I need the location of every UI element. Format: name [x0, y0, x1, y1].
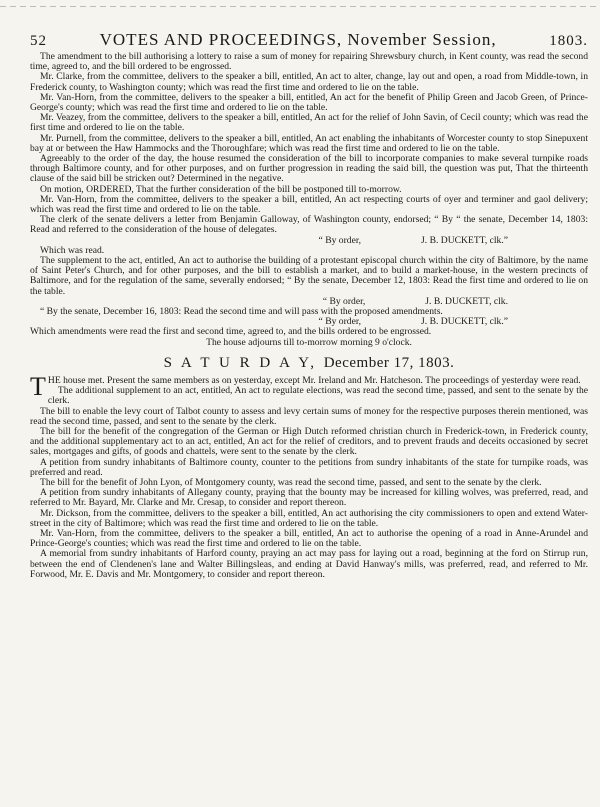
page-header: [30, 30, 588, 51]
paragraph: Mr. Van-Horn, from the committee, delivers to the speaker a bill, entitled, An act to authorise the opening of a road in Anne-Arundel and Prince-George's counties; which was read the first time and ordered to lie on the table.: [30, 527, 588, 550]
paragraph: Mr. Purnell, from the committee, delivers to the speaker a bill, entitled, An act enabling the inhabitants of Worcester county to stop Sinepuxent bay at or between the Haw Hammocks and the Thoroughfare; which was read the first time and ordered to lie on the table.: [30, 132, 588, 154]
signature-name: J. B. DUCKETT, clk.”: [421, 316, 508, 328]
paragraph: The bill to enable the levy court of Talbot county to assess and levy certain sums of money for the respective purposes therein mentioned, was read the second time, passed, and sent to the senate by the clerk.: [30, 405, 588, 427]
day-heading: [30, 354, 588, 372]
signature-block: [30, 236, 588, 246]
drop-cap: T: [30, 371, 46, 401]
signature-by-order: “ By order,: [318, 234, 362, 246]
day-date: December 17, 1803.: [323, 354, 455, 371]
paragraph: Mr. Veazey, from the committee, delivers to the speaker a bill, entitled, An act for the relief of John Savin, of Cecil county; which was read the first time and ordered to lie on the table.: [30, 112, 588, 134]
page-year: 1803.: [549, 33, 588, 49]
paragraph: A memorial from sundry inhabitants of Harford county, praying an act may pass for laying out a road, beginning at the ford on Stirrup run, between the end of Clendenen's lane and Walter Billingsleas, and ending at David Hanway's mills, was preferred, read, and referred to Mr. Forwood, Mr. E. Davis and Mr. Montgomery, to consider and report thereon.: [30, 548, 588, 580]
paragraph: The additional supplement to an act, entitled, An act to regulate elections, was read the second time, passed, and sent to the senate by the clerk.: [47, 385, 588, 407]
day-name: S A T U R D A Y,: [163, 354, 317, 371]
saturday-proceedings: [30, 371, 588, 580]
friday-proceedings: [30, 52, 588, 348]
paragraph: A petition from sundry inhabitants of Baltimore county, counter to the petitions from sundry inhabitants of the state for turnpike roads, was preferred and read.: [30, 456, 588, 478]
paragraph: Mr. Van-Horn, from the committee, delivers to the speaker a bill, entitled, An act respecting courts of oyer and terminer and gaol delivery; which was read the first time and ordered to lie on the table.: [30, 193, 588, 216]
paragraph: Mr. Dickson, from the committee, delivers to the speaker a bill, entitled, An act authorising the city commissioners to open and extend Water-street in the city of Baltimore; which was read the first time and ordered to lie on the table.: [30, 507, 588, 529]
paragraph: A petition from sundry inhabitants of Allegany county, praying that the bounty may be increased for killing wolves, was preferred, read, and referred to Mr. Bayard, Mr. Clarke and Mr. Cresap, to consider and report thereon.: [30, 487, 588, 509]
paragraph: Mr. Van-Horn, from the committee, delivers to the speaker a bill, entitled, An act for the benefit of Philip Green and Jacob Green, of Prince-George's county; which was read the first time and ordered to lie on the table.: [30, 91, 588, 114]
signature-name: J. B. DUCKETT, clk.: [425, 295, 508, 307]
paragraph: On motion, ORDERED, That the further consideration of the bill be postponed till to-morrow.: [40, 183, 402, 195]
paragraph: The supplement to the act, entitled, An act to authorise the building of a protestant episcopal church within the city of Baltimore, by the name of Saint Peter's Church, and for other purposes, and the bill to establish a market, and to build a market-house, in the western precincts of Baltimore, and for the regulation of the same, severally endorsed; “ By the senate, December 12, 1803: Read the first time and ordered to lie on the table.: [30, 255, 588, 297]
signature-name: J. B. DUCKETT, clk.”: [421, 234, 508, 246]
paragraph: The amendment to the bill authorising a lottery to raise a sum of money for repairing Shrewsbury church, in Kent county, was read the second time, agreed to, and the bill ordered to be engrossed.: [30, 51, 588, 73]
page-number: 52: [30, 33, 47, 49]
page-title: VOTES AND PROCEEDINGS, November Session,: [99, 30, 497, 49]
paragraph: Which amendments were read the first and second time, agreed to, and the bills ordered to be engrossed.: [30, 326, 432, 338]
paragraph: Agreeably to the order of the day, the house resumed the consideration of the bill to incorporate companies to make several turnpike roads through Baltimore county, and for other purposes, and on further progression in reading the said bill, the question was put, That the thirteenth clause of the said bill be stricken out? Determined in the negative.: [30, 153, 588, 185]
paragraph: Which was read.: [40, 244, 105, 256]
paragraph: The bill for the benefit of the congregation of the German or High Dutch reformed christian church in Frederick-town, in Frederick county, and the additional supplementary act to an act, entitled, An act for the relief of creditors, and to prevent frauds and deceits occasioned by secret sales, mortgages and gifts, of goods and chattels, were sent to the senate by the clerk.: [30, 425, 588, 458]
signature-by-order: “ By order,: [318, 316, 362, 328]
paragraph: “ By the senate, December 16, 1803: Read the second time and will pass with the proposed amendments.: [40, 306, 443, 318]
paragraph: The bill for the benefit of John Lyon, of Montgomery county, was read the second time, passed, and sent to the senate by the clerk.: [40, 476, 542, 488]
adjournment-line: The house adjourns till to-morrow morning 9 o'clock.: [206, 336, 412, 348]
paragraph: Mr. Clarke, from the committee, delivers to the speaker a bill, entitled, An act to alter, change, lay out and open, a road from Middle-town, in Frederick county, to Washington county; which was read the first time and ordered to lie on the table.: [30, 71, 588, 93]
paragraph: The clerk of the senate delivers a letter from Benjamin Galloway, of Washington county, endorsed; “ By “ the senate, December 14, 1803: Read and referred to the consideration of the house of delegates.: [30, 214, 588, 236]
opening-text: HE house met. Present the same members as on yesterday, except Mr. Ireland and Mr. Hatcheson. The proceedings of yesterday were read.: [47, 374, 581, 386]
signature-by-order: “ By order,: [322, 295, 366, 307]
